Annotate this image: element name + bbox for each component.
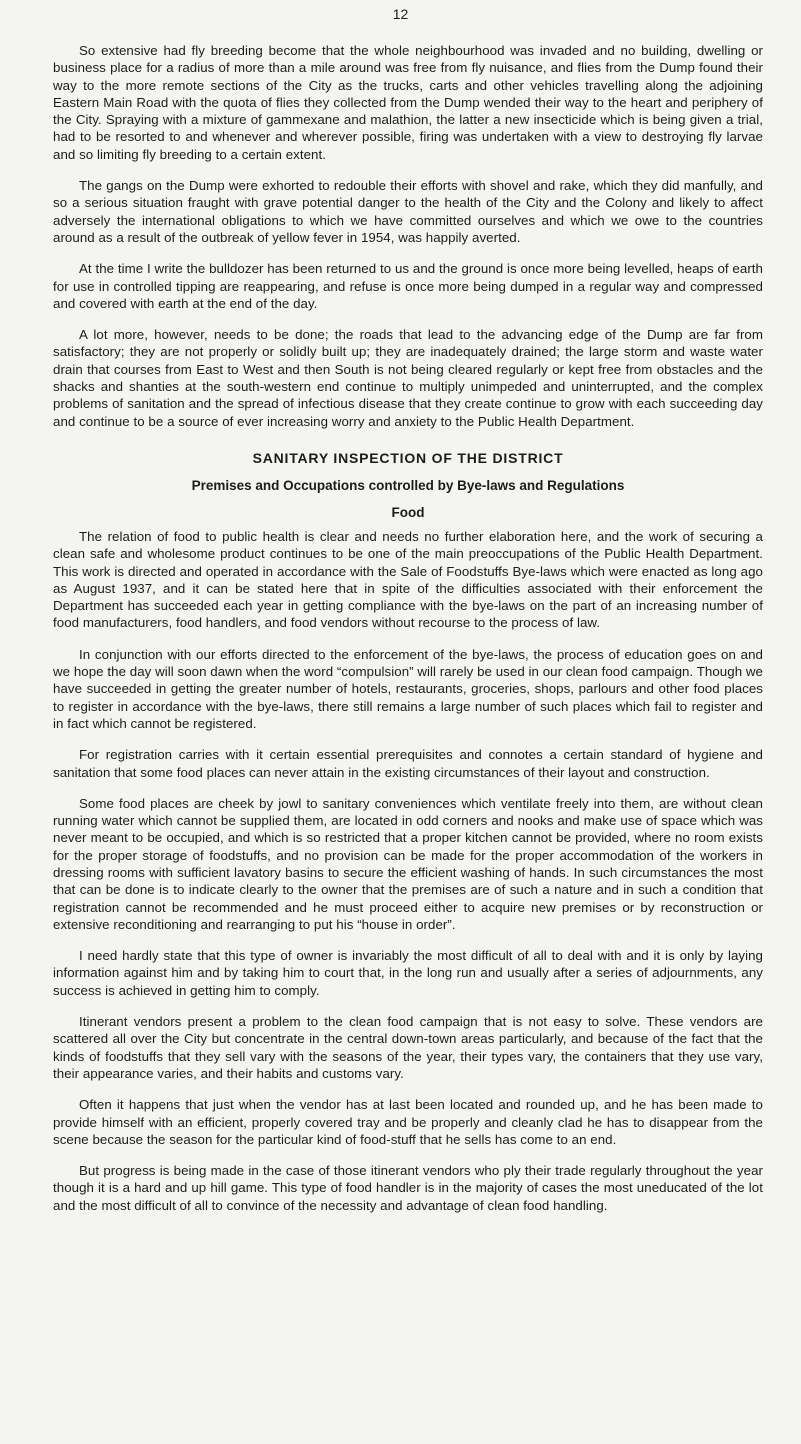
paragraph-food-places: Some food places are cheek by jowl to sanitary conveniences which ventilate freely into them, are without clean running water which cannot be supplied them, are located in odd corners and nooks and make use of space which was never meant to be occupied, and which is so restricted that a proper kitchen cannot be provided, where no room exists for the proper storage of foodstuffs, and no provision can be made for the proper accommodation of the workers in dressing rooms with sufficient lavatory basins to secure the efficient washing of hands. In such circumstances the most that can be done is to indicate clearly to the owner that the premises are of such a nature and in such a condition that registration cannot be recommended and he must proceed either to acquire new premises or by reconstruction or extensive reconditioning and rearranging to put his “house in order”. [53,795,763,932]
paragraph-vendor-season: Often it happens that just when the vendor has at last been located and rounded up, and he has been made to provide himself with an efficient, properly covered tray and be properly and cleanly clad he has to disappear from the scene because the season for the particular kind of food-stuff that he sells has come to an end. [53,1097,763,1147]
paragraph-progress: But progress is being made in the case of those itinerant vendors who ply their trade regularly throughout the year though it is a hard and up hill game. This type of food handler is in the majority of cases the most uneducated of the lot and the most difficult of all to convince of the necessity and advantage of clean food handling. [53,1163,763,1213]
subsection-heading: Premises and Occupations controlled by Bye-laws and Regulations [191,477,625,493]
paragraph-registration: For registration carries with it certain essential prerequisites and connotes a certain standard of hygiene and sanitation that some food places can never attain in the existing circumstances of their layout and construction. [53,747,763,780]
section-heading: SANITARY INSPECTION OF THE DISTRICT [252,449,564,466]
paragraph-itinerant-vendors: Itinerant vendors present a problem to the clean food campaign that is not easy to solve. These vendors are scattered all over the City but concentrate in the central down-town areas particularly, and because of the fact that the kinds of foodstuffs that they sell vary with the seasons of the year, their types vary, the containers that they use vary, their appearance varies, and their habits and customs vary. [53,1014,763,1081]
paragraph-education: In conjunction with our efforts directed to the enforcement of the bye-laws, the process of education goes on and we hope the day will soon dawn when the word “compulsion” will rarely be used in our clean food campaign. Though we have succeeded in getting the greater number of hotels, restaurants, groceries, shops, parlours and other food places to register in accordance with the bye-laws, there still remains a large number of such places which fail to register and in fact which cannot be registered. [53,646,763,731]
paragraph-dump-gangs: The gangs on the Dump were exhorted to redouble their efforts with shovel and rake, which they did manfully, and so a serious situation fraught with grave potential danger to the health of the City and the Colony and likely to affect adversely the international obligations to which we have committed ourselves and which we owe to the countries around as a result of the outbreak of yellow fever in 1954, was happily averted. [53,178,763,245]
paragraph-more-needed: A lot more, however, needs to be done; the roads that lead to the advancing edge of the Dump are far from satisfactory; they are not properly or solidly built up; they are inadequately drained; the large storm and waste water drain that courses from East to West and then South is not being cleared regularly or kept free from obstacles and the shacks and shanties at the south-western end continue to multiply unimpeded and uninterrupted, and the complex problems of sanitation and the spread of infectious disease that they create continue to grow with each succeeding day and continue to be a source of ever increasing worry and anxiety to the Public Health Department. [53,327,763,429]
paragraph-food-relation: The relation of food to public health is clear and needs no further elaboration here, and the work of securing a clean safe and wholesome product continues to be one of the main preoccupations of the Public Health Department. This work is directed and operated in accordance with the Sale of Foodstuffs Bye-laws which were enacted as long ago as August 1937, and it can be stated here that in spite of the difficulties associated with their enforcement the Department has succeeded each year in getting compliance with the bye-laws on the part of an increasing number of food manufacturers, food handlers, and food vendors without recourse to the process of law. [53,528,763,631]
body-text [53,42,763,1228]
food-heading: Food [391,504,425,520]
page-number: 12 [392,6,409,22]
paragraph-fly-breeding: So extensive had fly breeding become that the whole neighbourhood was invaded and no building, dwelling or business place for a radius of more than a mile around was free from fly nuisance, and flies from the Dump found their way to the more remote sections of the City as the trucks, carts and other vehicles travelling along the adjoining Eastern Main Road with the quota of flies they collected from the Dump wended their way to the heart and periphery of the City. Spraying with a mixture of gammexane and malathion, the latter a new insecticide which is being given a trial, had to be resorted to and whenever and wherever possible, firing was undertaken with a view to destroying fly larvae and so limiting fly breeding to a certain extent. [53,43,763,162]
paragraph-bulldozer: At the time I write the bulldozer has been returned to us and the ground is once more being levelled, heaps of earth for use in controlled tipping are reappearing, and refuse is once more being dumped in a regular way and compressed and covered with earth at the end of the day. [53,261,763,311]
paragraph-difficult-owner: I need hardly state that this type of owner is invariably the most difficult of all to deal with and it is only by laying information against him and by taking him to court that, in the long run and usually after a series of adjournments, any success is achieved in getting him to comply. [53,948,763,998]
